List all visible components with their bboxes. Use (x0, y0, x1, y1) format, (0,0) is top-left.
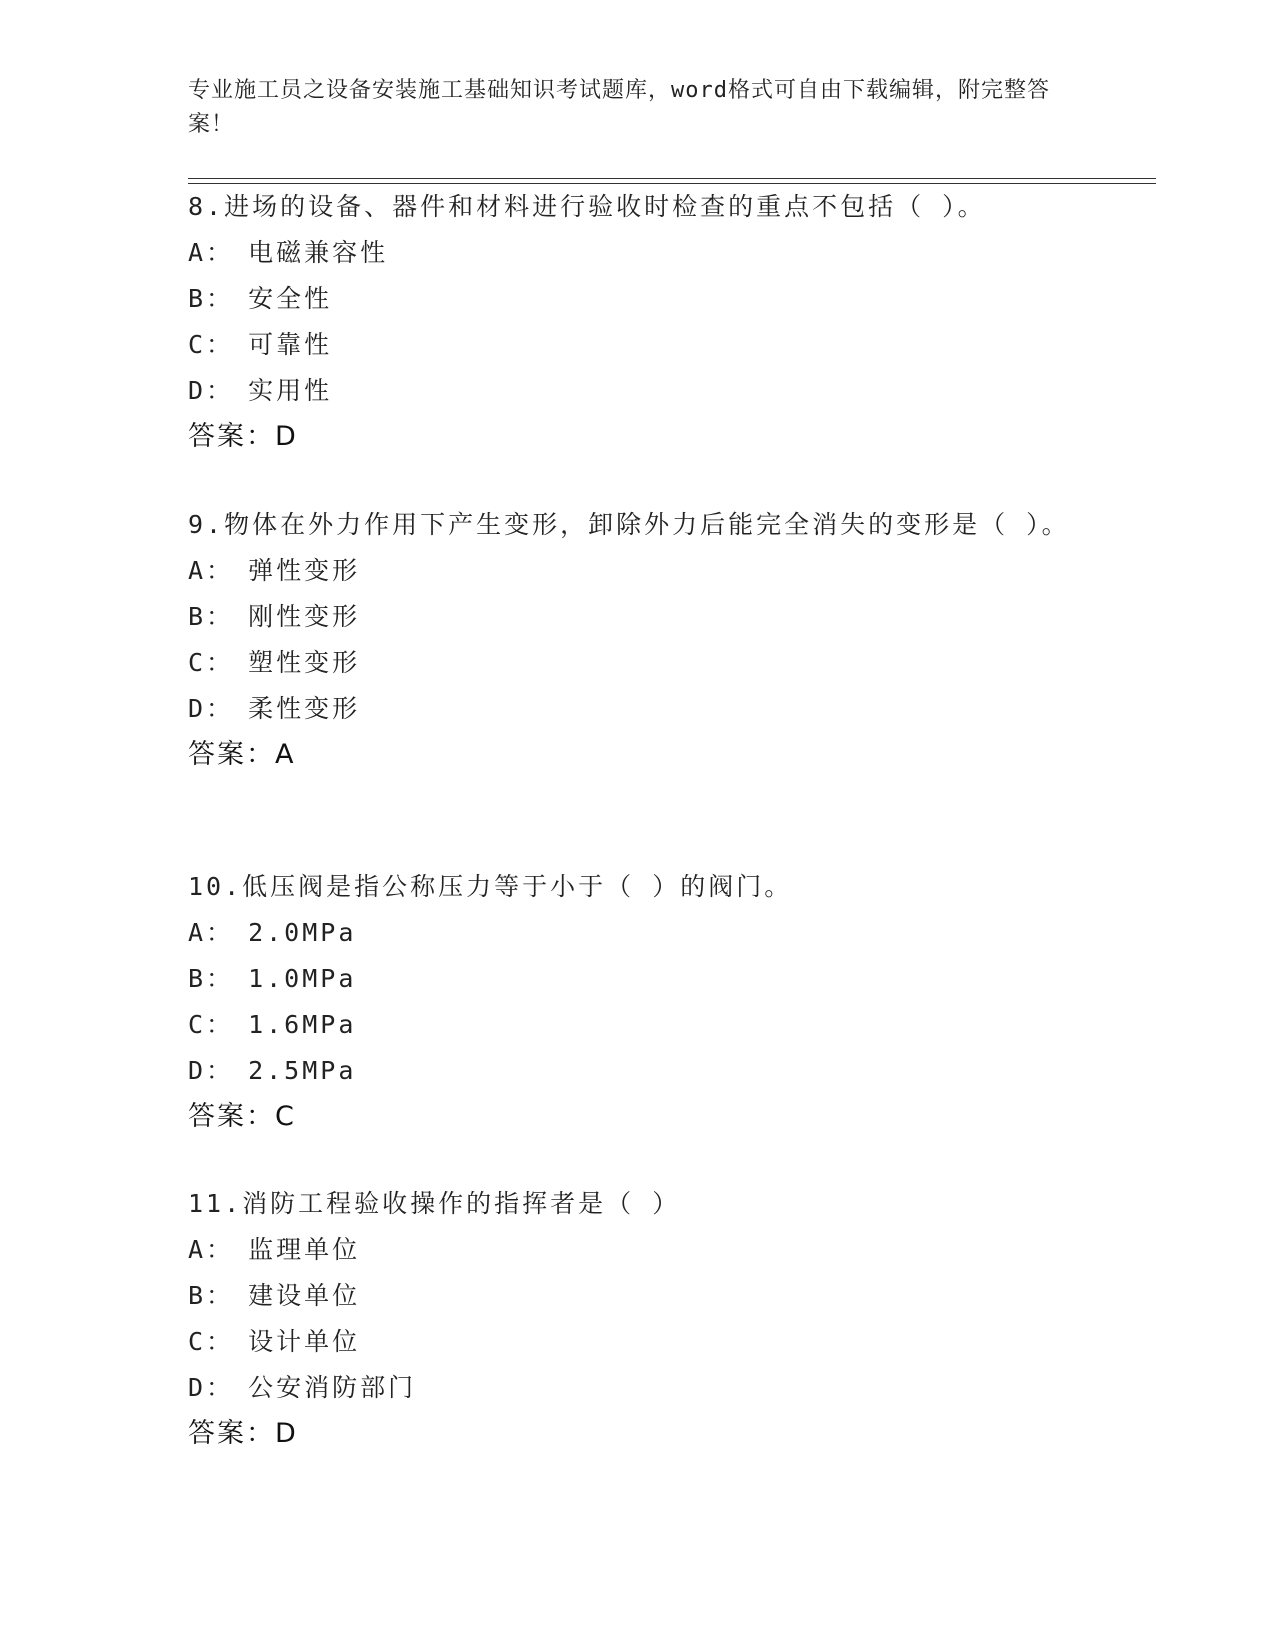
option-text: 2.0MPa (248, 918, 357, 947)
option-d (188, 686, 1078, 732)
option-d (188, 368, 1078, 414)
option-c (188, 322, 1078, 368)
answer-line: 答案：A (188, 739, 296, 770)
option-label: A： (188, 1235, 235, 1264)
option-a (188, 230, 1078, 276)
option-text: 可靠性 (248, 330, 333, 359)
option-label: C： (188, 1010, 235, 1039)
option-text: 弹性变形 (248, 556, 361, 585)
option-label: D： (188, 1056, 235, 1085)
option-label: D： (188, 376, 235, 405)
option-text: 柔性变形 (248, 694, 361, 723)
question-title: 10.低压阀是指公称压力等于小于（ ）的阀门。 (188, 872, 793, 901)
option-b (188, 276, 1078, 322)
option-c (188, 640, 1078, 686)
option-b (188, 1273, 1078, 1319)
option-a (188, 1227, 1078, 1273)
answer-line: 答案：D (188, 421, 298, 452)
option-label: A： (188, 556, 235, 585)
option-a (188, 910, 1078, 956)
option-label: A： (188, 238, 235, 267)
option-c (188, 1319, 1078, 1365)
option-label: B： (188, 1281, 235, 1310)
option-label: D： (188, 1373, 235, 1402)
option-b (188, 956, 1078, 1002)
option-text: 2.5MPa (248, 1056, 357, 1085)
option-text: 建设单位 (248, 1281, 361, 1310)
question-11 (188, 1181, 1078, 1457)
option-text: 塑性变形 (248, 648, 361, 677)
option-text: 监理单位 (248, 1235, 361, 1264)
question-title: 11.消防工程验收操作的指挥者是（ ） (188, 1189, 681, 1218)
option-label: B： (188, 284, 235, 313)
option-a (188, 548, 1078, 594)
option-text: 设计单位 (248, 1327, 361, 1356)
question-8 (188, 184, 1078, 460)
option-text: 1.6MPa (248, 1010, 357, 1039)
option-d (188, 1365, 1078, 1411)
question-title: 9.物体在外力作用下产生变形，卸除外力后能完全消失的变形是（ ）。 (188, 510, 1070, 539)
option-label: C： (188, 330, 235, 359)
option-text: 1.0MPa (248, 964, 357, 993)
option-label: A： (188, 918, 235, 947)
option-text: 安全性 (248, 284, 333, 313)
option-label: B： (188, 602, 235, 631)
option-text: 实用性 (248, 376, 333, 405)
answer-line: 答案：C (188, 1101, 296, 1132)
option-label: D： (188, 694, 235, 723)
option-label: C： (188, 1327, 235, 1356)
option-d (188, 1048, 1078, 1094)
question-9 (188, 502, 1078, 778)
option-text: 公安消防部门 (248, 1373, 417, 1402)
document-header: 专业施工员之设备安装施工基础知识考试题库，word格式可自由下载编辑，附完整答案！ (188, 78, 1050, 137)
option-text: 电磁兼容性 (248, 238, 389, 267)
option-label: B： (188, 964, 235, 993)
answer-line: 答案：D (188, 1418, 298, 1449)
option-label: C： (188, 648, 235, 677)
option-c (188, 1002, 1078, 1048)
question-title: 8.进场的设备、器件和材料进行验收时检查的重点不包括（ ）。 (188, 192, 986, 221)
option-text: 刚性变形 (248, 602, 361, 631)
question-10 (188, 864, 1078, 1140)
option-b (188, 594, 1078, 640)
header-divider-top (188, 178, 1156, 179)
